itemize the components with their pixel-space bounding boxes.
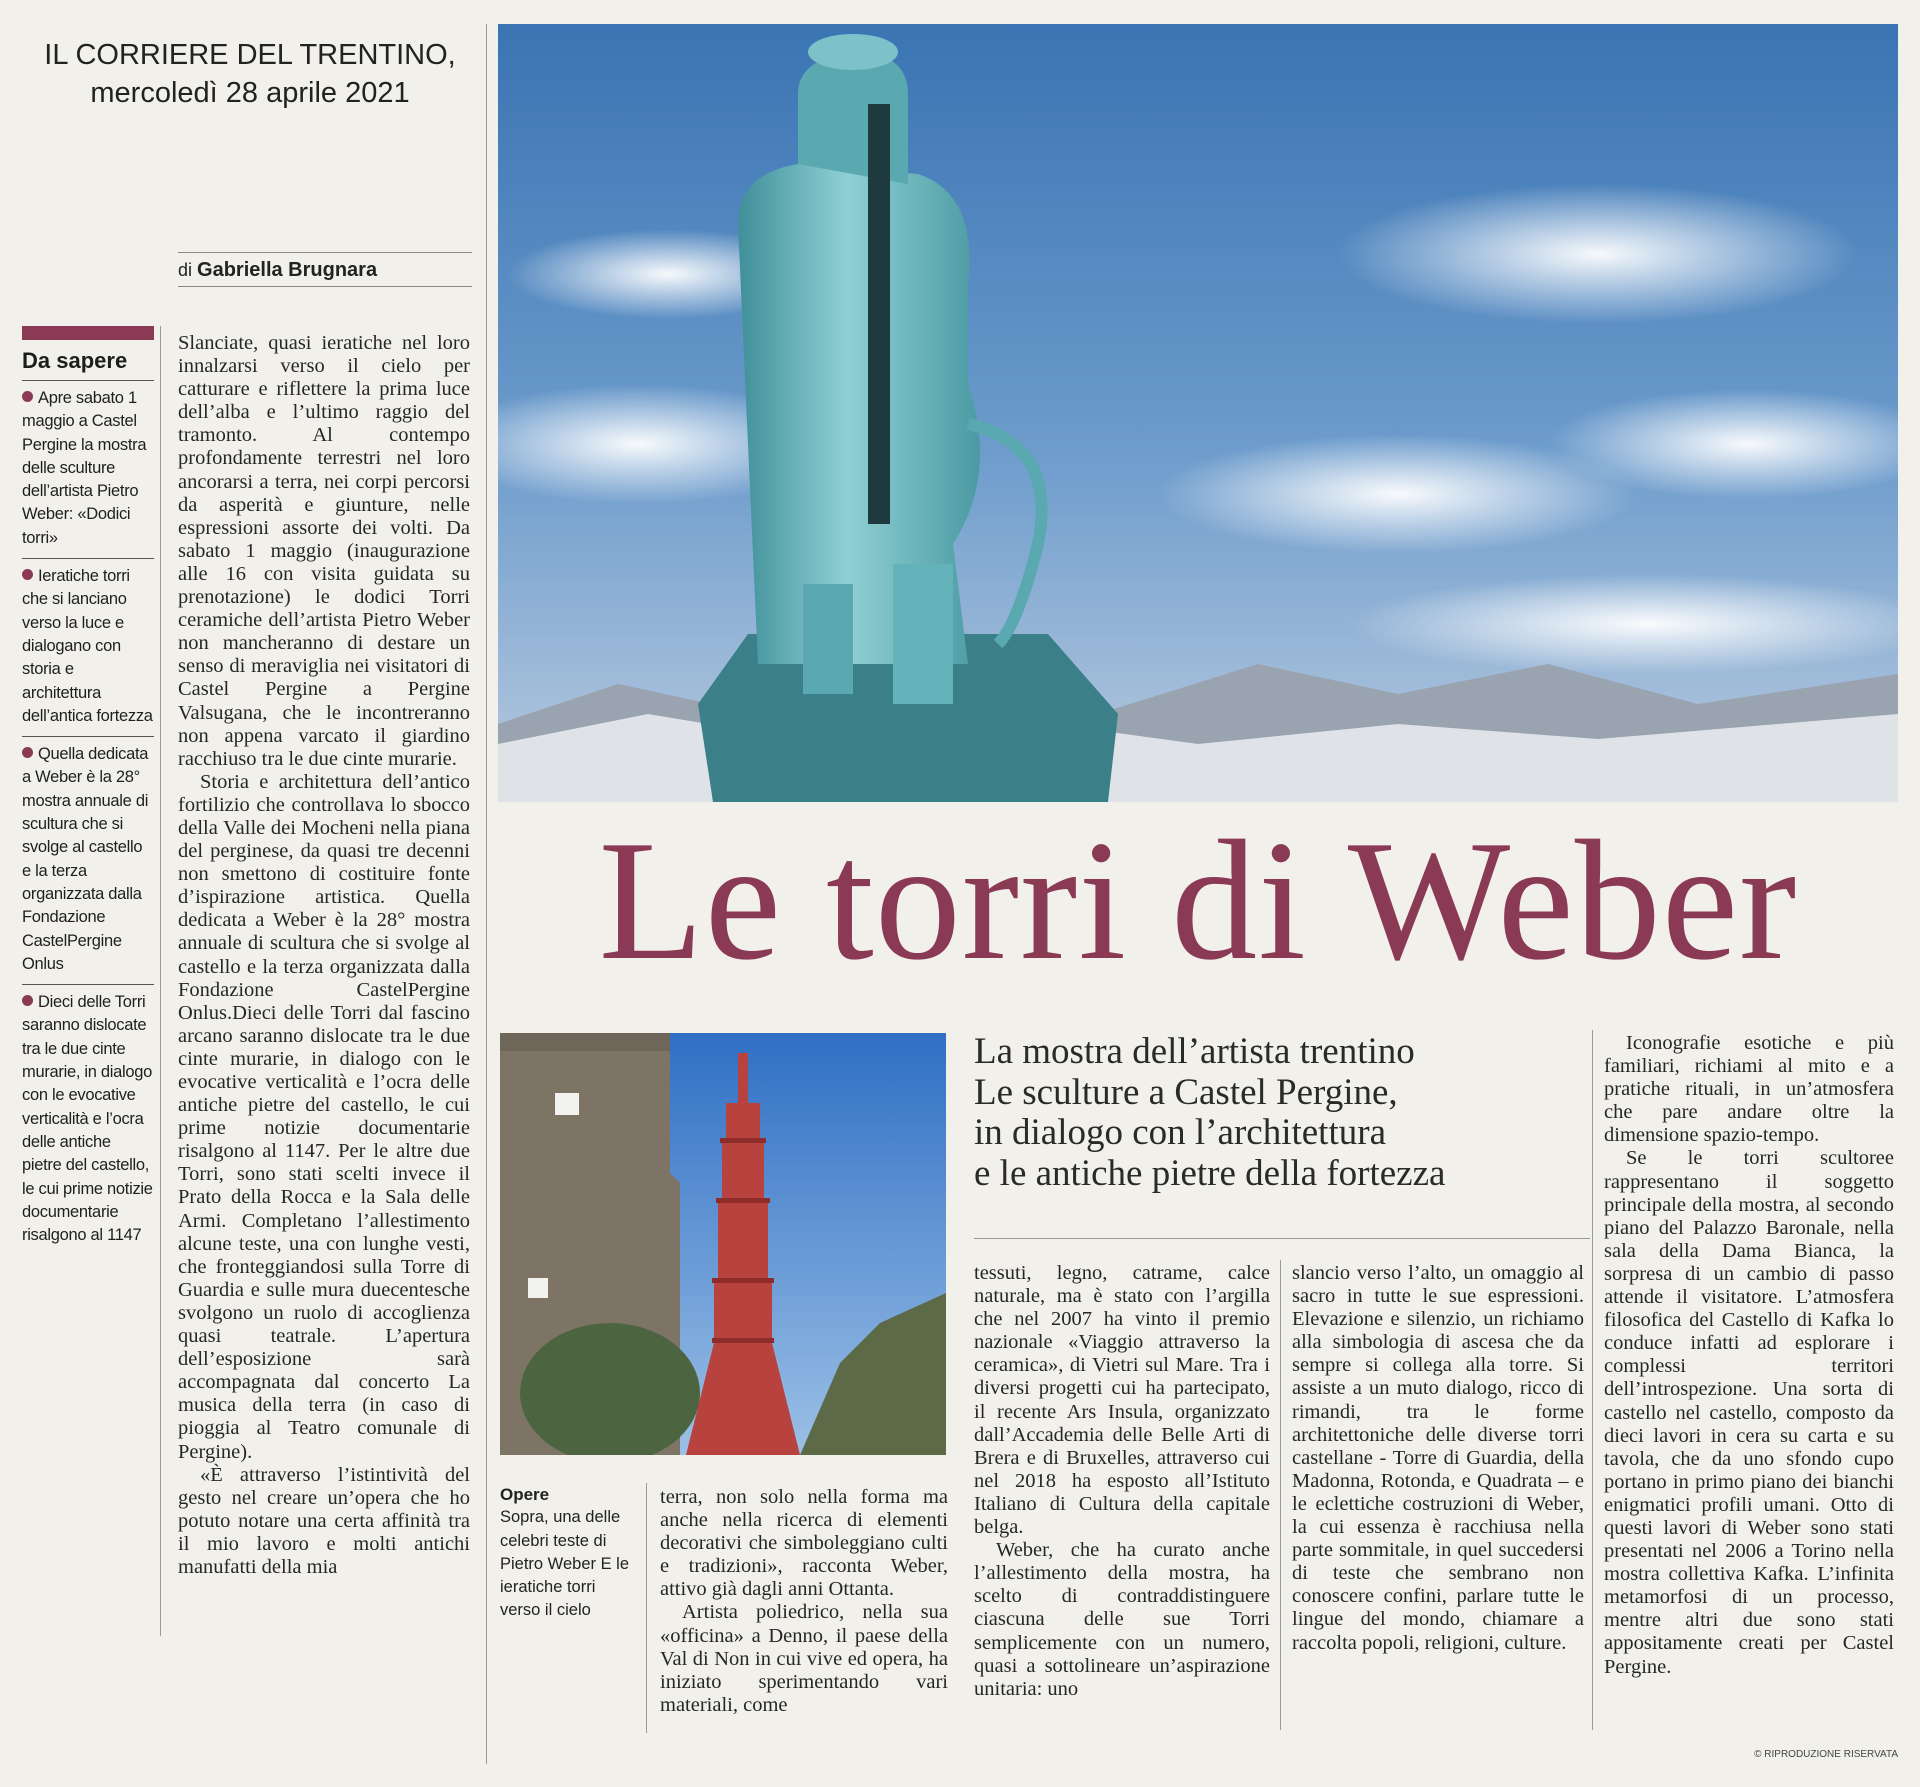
sidebar-accent-bar	[22, 326, 154, 340]
bullet-icon	[22, 569, 33, 580]
article-paragraph: Slanciate, quasi ieratiche nel loro innalzarsi verso il cielo per catturare e riflettere la prima luce dell’alba e l’ultimo raggio del tramonto. Al contempo profondamente terrestri nel loro ancorarsi a terra, nei corpi percorsi da asperità e giunture, nelle espressioni assorte dei volti. Da sabato 1 maggio (inaugurazione alle 16 con visita guidata su prenotazione) le dodici Torri ceramiche dell’artista Pietro Weber non mancheranno di destare un senso di meraviglia nei visitatori di Castel Pergine a Pergine Valsugana, che le incontreranno non appena varcato il giardino racchiuso tra le due cinte murarie.	[178, 332, 470, 770]
column-rule	[1280, 1260, 1281, 1730]
byline	[178, 252, 472, 287]
article-column-3	[974, 1262, 1270, 1701]
article-paragraph: slancio verso l’alto, un omaggio al sacro in tutte le sue espressioni. Elevazione e silenzio, un richiamo alla simbologia di ascesa che da sempre si collega alla torre. Si assiste a un muto dialogo, ricco di rimandi, tra le forme architettoniche delle diverse torri castellane - Torre di Guardia, della Madonna, Rotonda, e Quadrata – e le eclettiche costruzioni di Weber, la cui essenza è racchiusa nella parte sommitale, in quel succedersi di teste che sembrano non conoscere confini, parlare tutte le lingue del mondo, chiamare a raccolta popoli, religioni, culture.	[1292, 1262, 1584, 1654]
sidebar-box	[22, 326, 154, 1255]
byline-prefix: di	[178, 260, 193, 280]
tower-photo	[500, 1033, 946, 1455]
article-paragraph: Artista poliedrico, nella sua «officina» a Denno, il paese della Val di Non in cui vive ed opera, ha iniziato sperimentando vari materiali, come	[660, 1601, 948, 1716]
copyright-notice: © RIPRODUZIONE RISERVATA	[1754, 1749, 1898, 1760]
red-tower-image	[500, 1033, 946, 1455]
sidebar-item-text: Dieci delle Torri saranno dislocate tra le due cinte murarie, in dialogo con le evocative verticalità e l’ocra delle antiche pietre del castello, le cui prime notizie documentarie risalgono al 1147	[22, 993, 153, 1245]
subheadline-line: in dialogo con l’architettura	[974, 1112, 1386, 1153]
article-paragraph: Iconografie esotiche e più familiari, richiami al mito e a pratiche rituali, in un’atmosfera che pare andare oltre la dimensione spazio-tempo.	[1604, 1032, 1894, 1147]
photo-caption	[500, 1483, 640, 1623]
subheadline-line: e le antiche pietre della fortezza	[974, 1152, 1446, 1194]
publication-name: IL CORRIERE DEL TRENTINO,	[44, 39, 456, 71]
caption-text: Sopra, una delle celebri teste di Pietro Weber E le ieratiche torri verso il cielo	[500, 1508, 630, 1620]
sidebar-item	[22, 558, 154, 736]
hero-photo	[498, 24, 1898, 802]
sidebar-item	[22, 984, 154, 1255]
subheadline	[974, 1032, 1594, 1194]
sidebar-item-text: Apre sabato 1 maggio a Castel Pergine la mostra delle sculture dell’artista Pietro Weber: «Dodici torri»	[22, 389, 147, 547]
sidebar-item-text: Ieratiche torri che si lanciano verso la luce e dialogano con storia e architettura dell’antica fortezza	[22, 567, 153, 725]
subheadline-line: Le sculture a Castel Pergine,	[974, 1071, 1398, 1113]
publication-date: mercoledì 28 aprile 2021	[90, 77, 410, 109]
article-column-1	[178, 332, 470, 1579]
article-paragraph: «È attraverso l’istintività del gesto nel creare un’opera che ho potuto notare una certa affinità tra il mio lavoro e molti antichi manufatti della mia	[178, 1463, 470, 1578]
subheadline-line: La mostra dell’artista trentino	[974, 1031, 1415, 1072]
caption-title: Opere	[500, 1485, 550, 1504]
bullet-icon	[22, 995, 33, 1006]
bullet-icon	[22, 747, 33, 758]
article-column-4	[1292, 1262, 1584, 1655]
column-rule	[160, 326, 161, 1636]
article-paragraph: Storia e architettura dell’antico fortilizio che controllava lo sbocco della Valle dei Mocheni nella piana del perginese, da quasi tre decenni non smettono di costituire fonte d’ispirazione artistica. Quella dedicata a Weber è la 28° mostra annuale di scultura che si svolge al castello e la terza organizzata dalla Fondazione CastelPergine Onlus.Dieci delle Torri dal fascino arcano saranno dislocate tra le due cinte murarie, in dialogo con le evocative verticalità e l’ocra delle antiche pietre del castello, le cui prime notizie documentarie risalgono al 1147. Per le altre due Torri, sono stati scelti invece il Prato della Rocca e la Sala delle Armi. Completano l’allestimento alcune teste, una con lunghe vesti, che fronteggiandosi sulla Torre di Guardia e sulle mura duecentesche svolgono un ruolo di accoglienza quasi teatrale. L’apertura dell’esposizione sarà accompagnata dal concerto La musica della terra (in caso di pioggia al Teatro comunale di Pergine).	[178, 770, 470, 1463]
headline: Le torri di Weber	[598, 806, 1798, 996]
sidebar-item	[22, 380, 154, 558]
column-rule	[486, 24, 487, 1764]
sidebar-title: Da sapere	[22, 348, 128, 373]
article-paragraph: terra, non solo nella forma ma anche nella ricerca di elementi decorativi che simboleggiano culti e tradizioni», racconta Weber, attivo già dagli anni Ottanta.	[660, 1486, 948, 1601]
article-paragraph: tessuti, legno, catrame, calce naturale, ma è stato con l’argilla che nel 2007 ha vinto il premio nazionale «Viaggio attraverso la ceramica», di Vietri sul Mare. Tra i diversi progetti cui ha partecipato, il recente Ars Insula, organizzato dall’Accademia delle Belle Arti di Brera e di Bruxelles, attraverso cui nel 2018 ha esposto all’Istituto Italiano di Cultura della capitale belga.	[974, 1262, 1270, 1539]
column-rule	[646, 1483, 647, 1733]
bullet-icon	[22, 391, 33, 402]
article-column-5	[1604, 1032, 1894, 1679]
sculture-head-image	[498, 24, 1898, 802]
byline-author: Gabriella Brugnara	[197, 259, 378, 281]
source-header	[30, 36, 470, 112]
article-column-2	[660, 1486, 948, 1717]
article-paragraph: Se le torri scultoree rappresentano il soggetto principale della mostra, al secondo piano del Palazzo Baronale, nella sala della Dama Bianca, la sorpresa di un cambio di passo attende il visitatore. L’atmosfera filosofica del Castello di Kafka lo conduce infatti ad esplorare i complessi territori dell’introspezione. Una sorta di castello nel castello, composto da dieci lavori in cera su carta e su tavola, che da uno sfondo cupo portano in primo piano dei bianchi enigmatici profili umani. Otto di questi lavori di Weber sono stati presentati nel 2006 a Torino nella mostra collettiva Kafka. L’infinita metamorfosi di un processo, mentre altri due sono stati appositamente creati per Castel Pergine.	[1604, 1147, 1894, 1678]
subheadline-rule	[974, 1238, 1590, 1239]
sidebar-item-text: Quella dedicata a Weber è la 28° mostra annuale di scultura che si svolge al castello e la terza organizzata dalla Fondazione CastelPergine Onlus	[22, 745, 149, 973]
sidebar-item	[22, 736, 154, 984]
article-paragraph: Weber, che ha curato anche l’allestimento della mostra, ha scelto di contraddistinguere ciascuna delle sue Torri semplicemente con un numero, quasi a sottolineare un’aspirazione unitaria: uno	[974, 1539, 1270, 1700]
